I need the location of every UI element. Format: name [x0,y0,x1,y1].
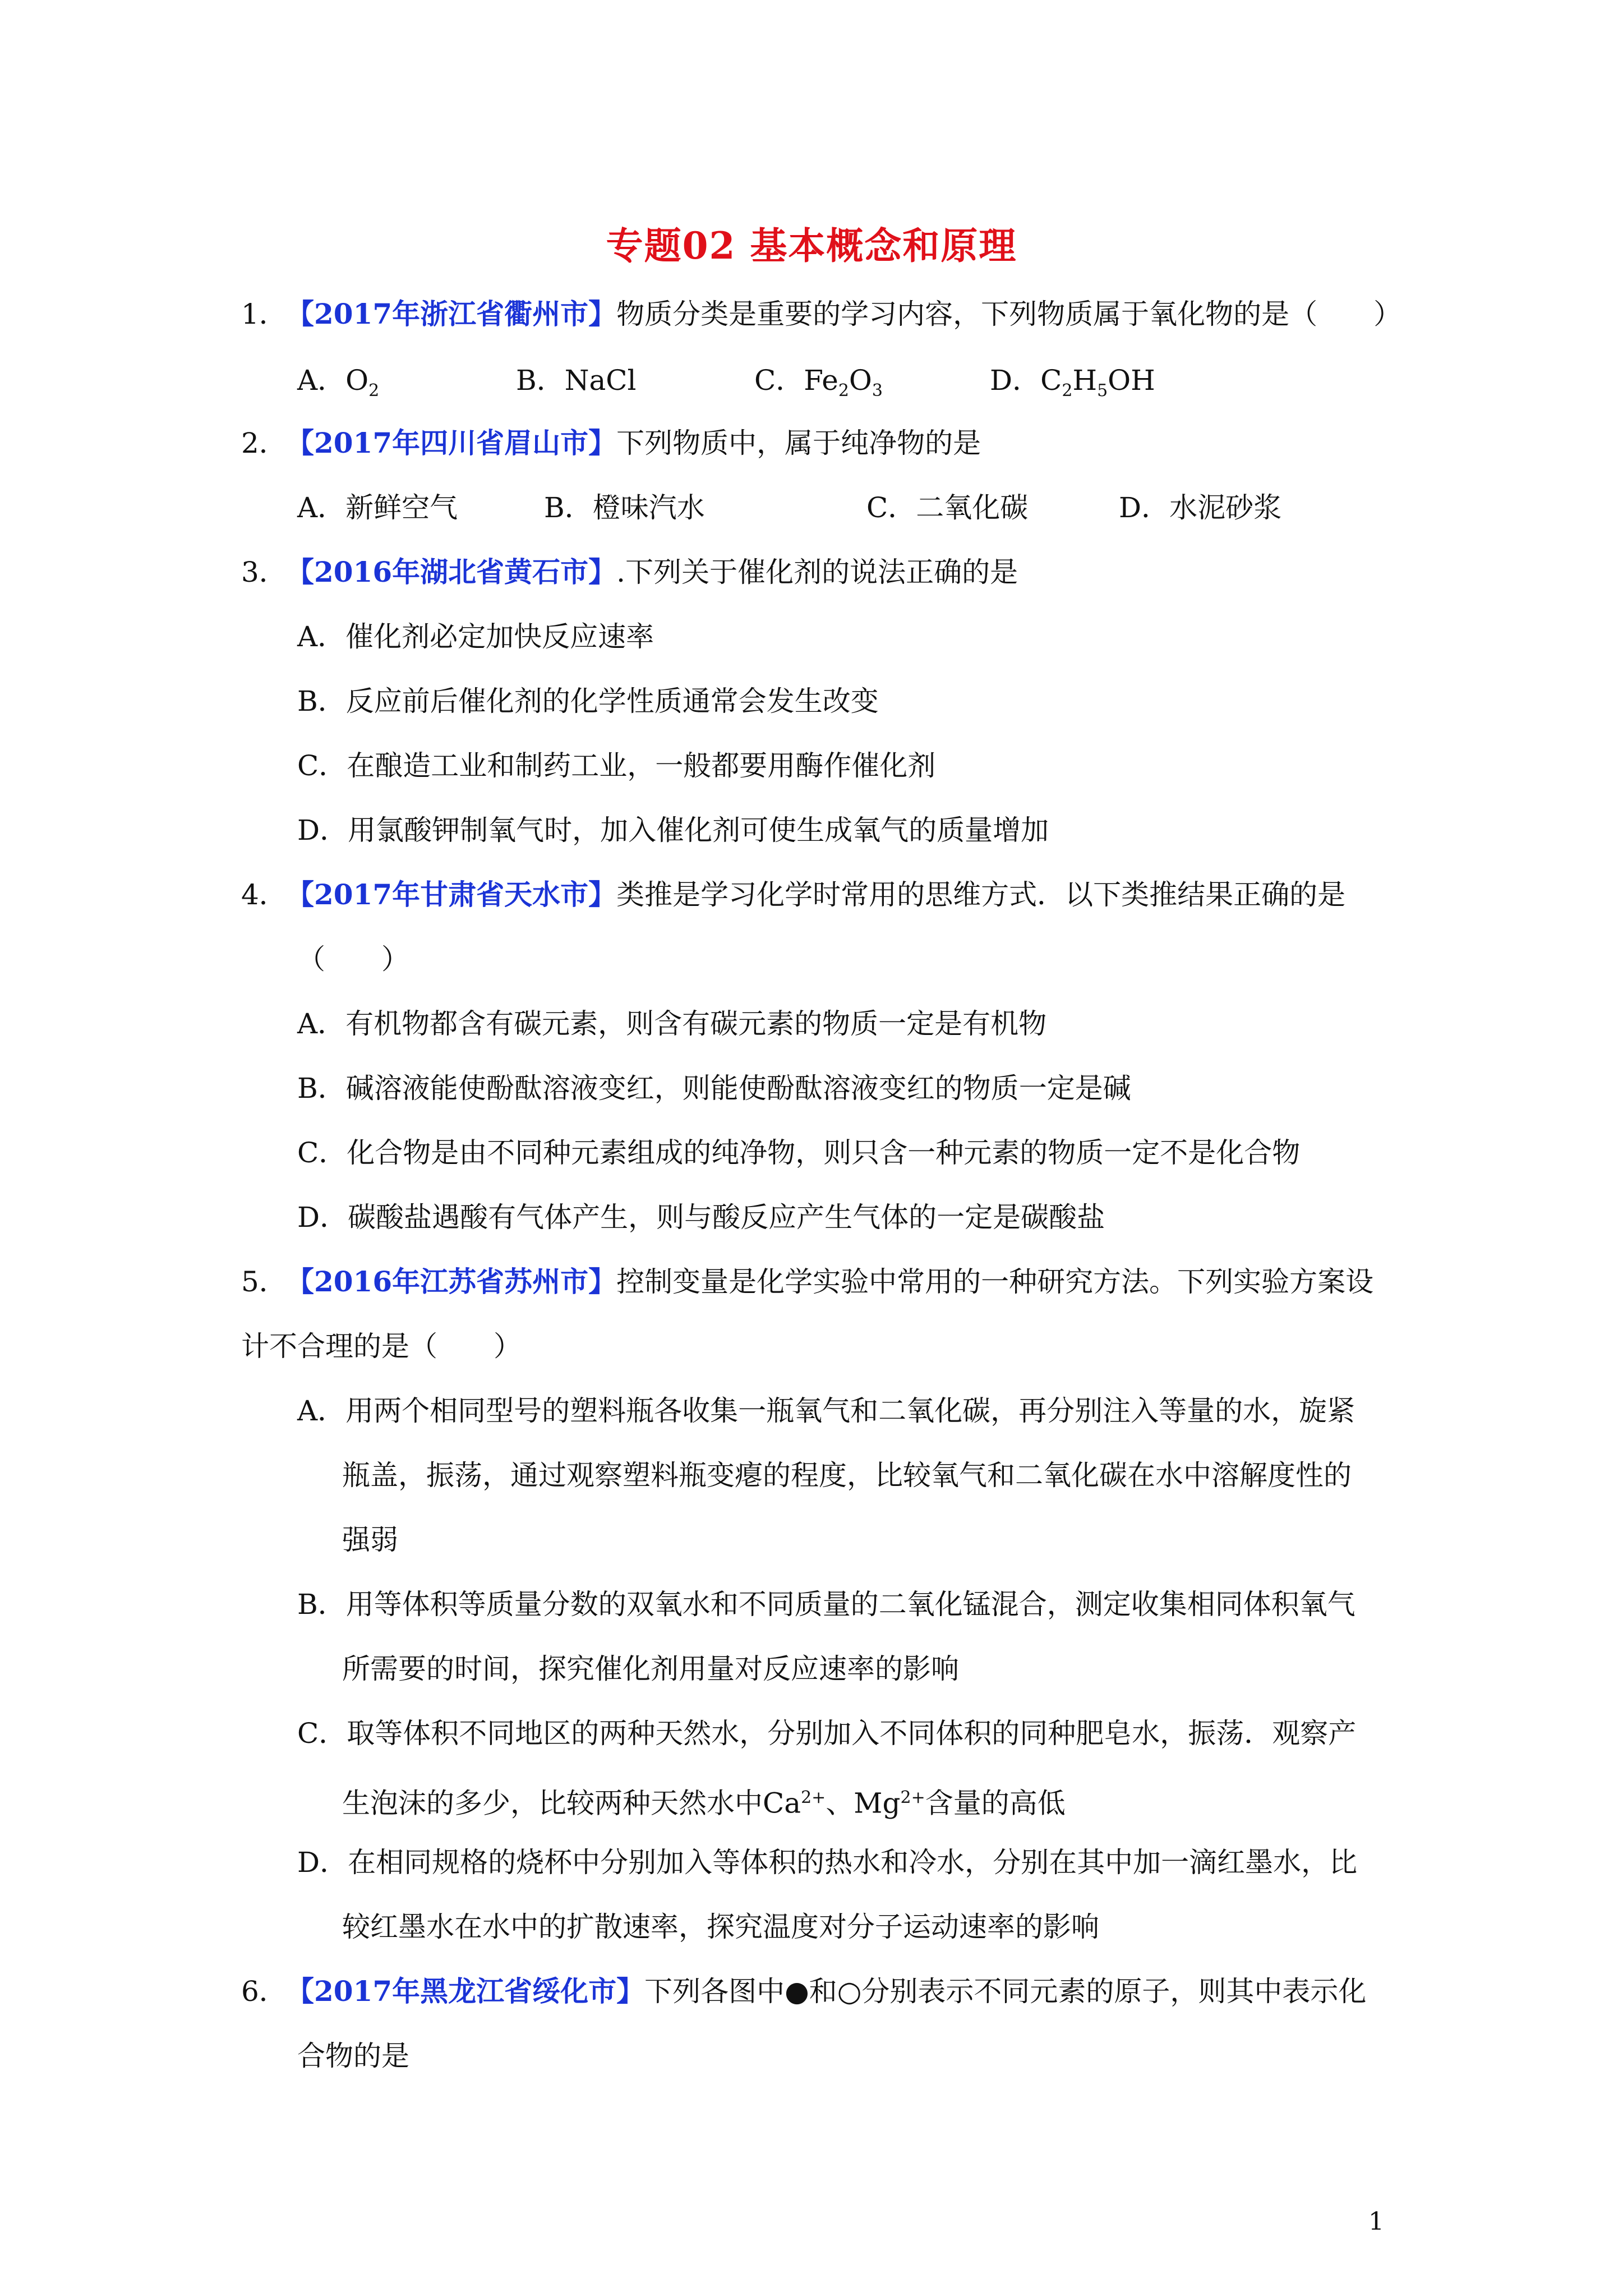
option-a: A．催化剂必定加快反应速率 [297,620,654,653]
question-text-continued: 合物的是 [297,2040,409,2072]
option-a-line-3: 强弱 [342,1524,398,1556]
question-number: 3． [241,556,287,588]
question-4 [241,878,1345,912]
option-b: B．NaCl [516,364,637,397]
question-1 [241,297,1401,331]
option-a: A．新鲜空气 [297,491,458,524]
option-d: D．$C_2H_5OH$ [990,364,1155,401]
option-a: A．$O_2$ [297,364,380,401]
question-number: 2． [241,427,287,459]
question-text: 下列各图中●和○分别表示不同元素的原子，则其中表示化 [644,1975,1367,2008]
option-a-line-2: 瓶盖，振荡，通过观察塑料瓶变瘪的程度，比较氧气和二氧化碳在水中溶解度性的 [342,1459,1352,1492]
question-source: 【2017年黑龙江省绥化市】 [286,1975,645,2008]
question-text: 下列物质中，属于纯净物的是 [616,427,981,459]
question-5 [241,1265,1373,1299]
question-source: 【2016年江苏省苏州市】 [286,1265,617,1298]
question-source: 【2017年四川省眉山市】 [286,426,617,459]
option-a-line-1: A．用两个相同型号的塑料瓶各收集一瓶氧气和二氧化碳，再分别注入等量的水，旋紧 [297,1395,1355,1427]
question-text: 物质分类是重要的学习内容，下列物质属于氧化物的是（ ） [616,298,1402,330]
question-6 [241,1975,1366,2008]
question-number: 4． [241,878,287,911]
question-2 [241,426,981,460]
option-d: D．碳酸盐遇酸有气体产生，则与酸反应产生气体的一定是碳酸盐 [297,1201,1105,1234]
option-b: B．反应前后催化剂的化学性质通常会发生改变 [297,685,879,717]
option-b: B．碱溶液能使酚酞溶液变红，则能使酚酞溶液变红的物质一定是碱 [297,1072,1131,1105]
question-text-continued: （ ） [297,943,409,976]
option-d: D．水泥砂浆 [1119,491,1282,524]
option-b-line-2: 所需要的时间，探究催化剂用量对反应速率的影响 [342,1653,959,1685]
option-c: C．化合物是由不同种元素组成的纯净物，则只含一种元素的物质一定不是化合物 [297,1137,1301,1169]
question-number: 6． [241,1975,287,2008]
question-source: 【2016年湖北省黄石市】 [286,555,617,588]
option-a: A．有机物都含有碳元素，则含有碳元素的物质一定是有机物 [297,1007,1047,1040]
option-c-line-1: C．取等体积不同地区的两种天然水，分别加入不同体积的同种肥皂水，振荡．观察产 [297,1717,1357,1750]
option-c-line-2: 生泡沫的多少，比较两种天然水中$Ca^{2+}$、$Mg^{2+}$含量的高低 [342,1787,1066,1820]
option-b-line-1: B．用等体积等质量分数的双氧水和不同质量的二氧化锰混合，测定收集相同体积氧气 [297,1588,1355,1621]
question-number: 5． [241,1266,287,1298]
option-c: C．二氧化碳 [866,491,1029,524]
option-b: B．橙味汽水 [544,491,705,524]
option-d-line-1: D．在相同规格的烧杯中分别加入等体积的热水和冷水，分别在其中加一滴红墨水，比 [297,1846,1358,1879]
question-source: 【2017年浙江省衢州市】 [286,297,617,330]
question-3 [241,555,1018,589]
page-title: 专题02 基本概念和原理 [606,224,1017,268]
question-text: 类推是学习化学时常用的思维方式．以下类推结果正确的是 [616,878,1346,911]
page-number: 1 [1368,2207,1384,2236]
option-c: C．在酿造工业和制药工业，一般都要用酶作催化剂 [297,749,936,782]
question-text-continued: 计不合理的是（ ） [241,1330,522,1363]
question-source: 【2017年甘肃省天水市】 [286,878,617,911]
question-number: 1． [241,298,287,330]
option-d-line-2: 较红墨水在水中的扩散速率，探究温度对分子运动速率的影响 [342,1911,1099,1943]
option-d: D．用氯酸钾制氧气时，加入催化剂可使生成氧气的质量增加 [297,814,1049,846]
option-c: C．$Fe_2O_3$ [754,364,883,401]
question-text: .下列关于催化剂的说法正确的是 [616,556,1018,588]
question-text: 控制变量是化学实验中常用的一种研究方法。下列实验方案设 [616,1266,1374,1298]
